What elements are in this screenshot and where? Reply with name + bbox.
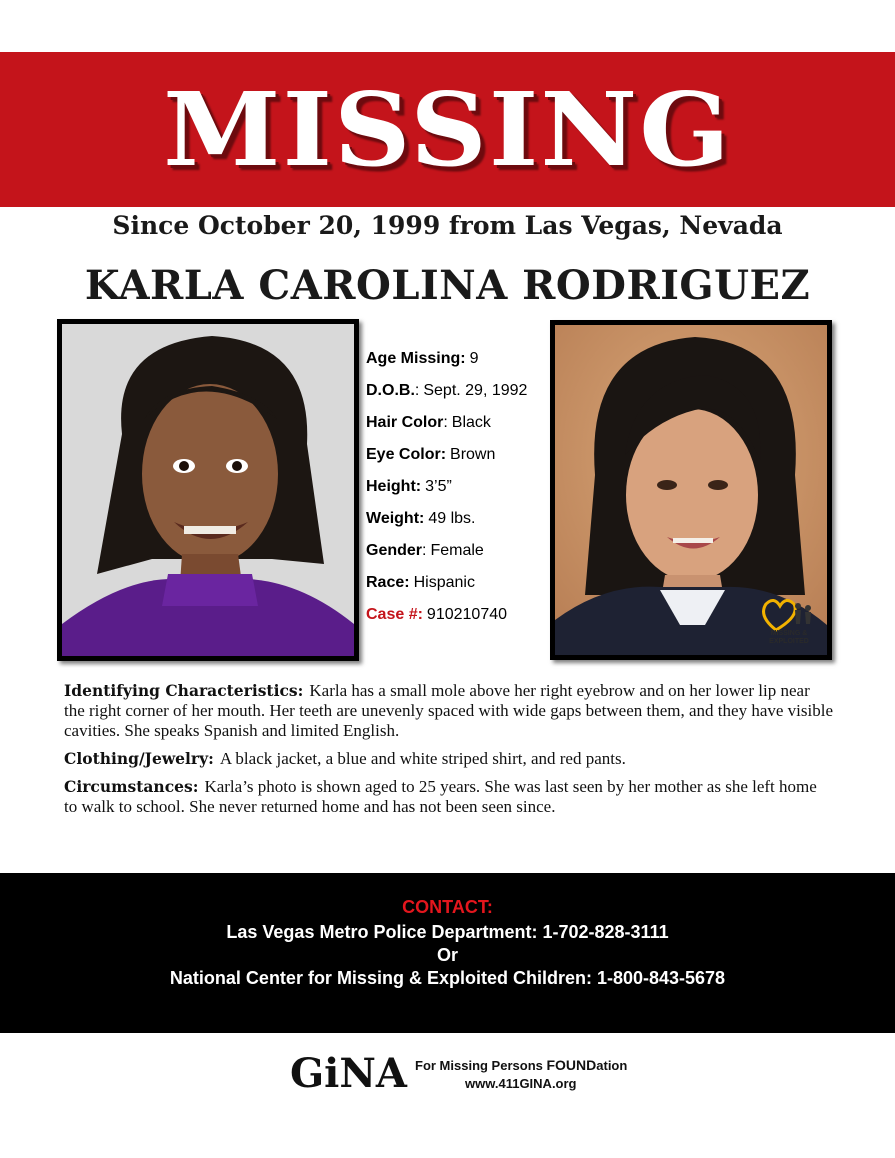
fact-label: Case #:	[366, 606, 423, 623]
gina-logo-text: GiNA	[290, 1050, 407, 1095]
fact-age-missing	[366, 346, 546, 378]
gina-tagline-bold: FOUND	[546, 1057, 597, 1073]
identifying-paragraph	[64, 681, 834, 741]
ncmec-logo	[754, 592, 824, 652]
fact-eye-color	[366, 442, 546, 474]
fact-value: Brown	[450, 446, 496, 463]
fact-value: Hispanic	[413, 574, 475, 591]
age-progressed-photo	[550, 320, 832, 660]
fact-dob	[366, 378, 546, 410]
missing-since-line: Since October 20, 1999 from Las Vegas, Nevada	[112, 211, 783, 240]
clothing-text: A black jacket, a blue and white striped shirt, and red pants.	[219, 749, 626, 768]
fact-label: Race:	[366, 574, 410, 591]
fact-separator: :	[414, 382, 420, 399]
description-section	[64, 681, 834, 825]
clothing-paragraph	[64, 749, 834, 769]
fact-value: Female	[430, 542, 484, 559]
ncmec-logo-line2: EXPLOITED	[769, 638, 809, 645]
fact-label: D.O.B.	[366, 382, 415, 399]
ncmec-logo-line1: MISSING &	[770, 630, 808, 637]
fact-label: Gender	[366, 542, 423, 559]
fact-separator: :	[422, 542, 427, 559]
contact-or: Or	[436, 945, 458, 965]
clothing-label: Clothing/Jewelry:	[64, 749, 214, 768]
fact-gender	[366, 538, 546, 570]
circumstances-text: Karla’s photo is shown aged to 25 years. She was last seen by her mother as she left home to walk to school. She never returned home and has not been seen since.	[64, 777, 817, 816]
gina-url: www.411GINA.org	[465, 1076, 577, 1091]
circumstances-label: Circumstances:	[64, 777, 199, 796]
fact-label: Age Missing:	[366, 350, 466, 367]
gina-tagline	[415, 1057, 627, 1073]
contact-title: CONTACT:	[402, 897, 493, 917]
gina-logo	[290, 1049, 420, 1095]
identifying-label: Identifying Characteristics:	[64, 681, 304, 700]
fact-value: Sept. 29, 1992	[423, 382, 528, 399]
circumstances-paragraph	[64, 777, 834, 817]
gina-footer	[290, 1049, 650, 1099]
gina-footer-text	[415, 1057, 627, 1091]
contact-police-line: Las Vegas Metro Police Department: 1-702-828-3111	[226, 922, 669, 942]
contact-ncmec-line: National Center for Missing & Exploited Children: 1-800-843-5678	[169, 968, 726, 988]
childhood-photo-image	[62, 324, 354, 656]
childhood-photo	[57, 319, 359, 661]
fact-value: 49 lbs.	[428, 510, 476, 527]
fact-value: 9	[469, 350, 479, 367]
fact-value: 3’5”	[425, 478, 452, 495]
fact-race	[366, 570, 546, 602]
fact-value: 910210740	[426, 606, 508, 623]
fact-label: Height:	[366, 478, 422, 495]
gina-tagline-prefix: For Missing Persons	[415, 1058, 547, 1073]
gina-tagline-suffix: ation	[596, 1058, 628, 1073]
fact-value: Black	[451, 414, 491, 431]
fact-label: Eye Color:	[366, 446, 447, 463]
missing-banner	[0, 52, 895, 207]
facts-list	[366, 346, 546, 634]
fact-height	[366, 474, 546, 506]
fact-separator: :	[443, 414, 448, 431]
missing-title: MISSING	[163, 69, 732, 189]
fact-label: Weight:	[366, 510, 425, 527]
missing-person-name: KARLA CAROLINA RODRIGUEZ	[84, 262, 811, 309]
fact-hair-color	[366, 410, 546, 442]
contact-section	[0, 873, 895, 1033]
fact-label: Hair Color	[366, 414, 444, 431]
identifying-text: Karla has a small mole above her right eyebrow and on her lower lip near the right corner of her mouth. Her teeth are unevenly spaced with wide gaps between them, and they have visible cavities. She speaks Spanish and limited English.	[64, 681, 833, 740]
fact-case-number	[366, 602, 546, 634]
fact-weight	[366, 506, 546, 538]
